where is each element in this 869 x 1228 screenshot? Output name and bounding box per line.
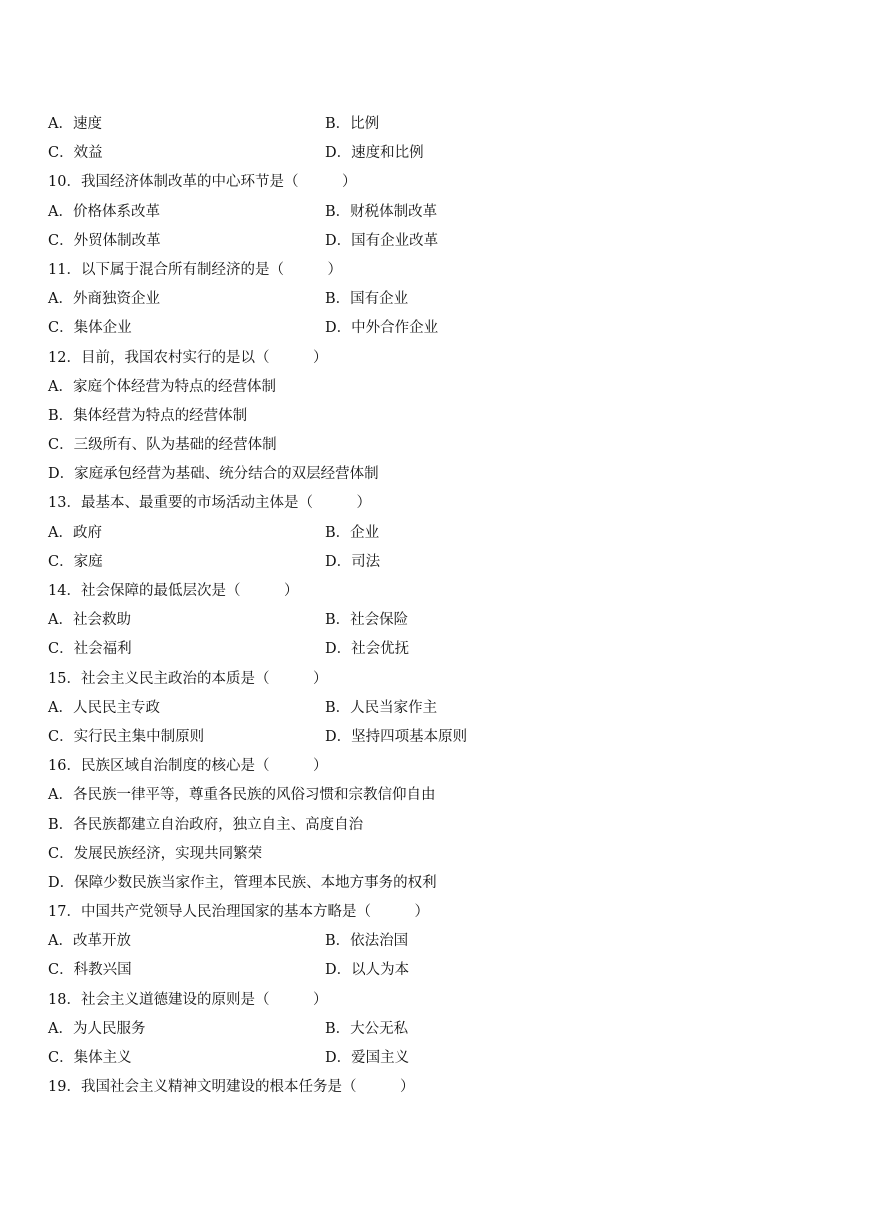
option-text: B．人民当家作主 xyxy=(325,699,438,716)
option-text: A．外商独资企业 xyxy=(48,291,160,308)
option-text: D．爱国主义 xyxy=(325,1050,410,1066)
option-text: D．中外合作企业 xyxy=(325,320,439,337)
question-stem xyxy=(48,344,828,373)
option-text: D．家庭承包经营为基础、统分结合的双层经营体制 xyxy=(48,466,379,483)
option-text: D．保障少数民族当家作主，管理本民族、本地方事务的权利 xyxy=(48,874,437,891)
option-row xyxy=(48,694,828,723)
question-stem xyxy=(48,168,828,197)
option-row xyxy=(48,198,828,227)
option-text: C．效益 xyxy=(48,145,103,162)
question-stem xyxy=(48,577,828,606)
option-row xyxy=(48,519,828,548)
option-row xyxy=(48,139,828,168)
option-text: C．实行民主集中制原则 xyxy=(48,728,205,745)
question-text: 11．以下属于混合所有制经济的是（ ） xyxy=(48,261,342,278)
question-stem xyxy=(48,665,828,694)
option-text: B．大公无私 xyxy=(325,1020,409,1037)
question-text: 19．我国社会主义精神文明建设的根本任务是（ ） xyxy=(48,1079,415,1096)
option-text: B．各民族都建立自治政府，独立自主、高度自治 xyxy=(48,816,364,833)
question-text: 15．社会主义民主政治的本质是（ ） xyxy=(48,670,328,687)
option-row xyxy=(48,110,828,139)
option-row xyxy=(48,781,828,810)
option-text: D．社会优抚 xyxy=(325,641,410,658)
option-row xyxy=(48,431,828,460)
option-row xyxy=(48,723,828,752)
option-row xyxy=(48,927,828,956)
option-row xyxy=(48,869,828,898)
option-row xyxy=(48,1015,828,1044)
option-text: A．为人民服务 xyxy=(48,1020,146,1037)
option-text: B．财税体制改革 xyxy=(325,203,438,220)
question-text: 16．民族区域自治制度的核心是（ ） xyxy=(48,758,328,775)
question-text: 10．我国经济体制改革的中心环节是（ ） xyxy=(48,174,357,191)
option-text: A．价格体系改革 xyxy=(48,203,160,220)
question-stem xyxy=(48,898,828,927)
question-text: 12．目前，我国农村实行的是以（ ） xyxy=(48,349,328,366)
option-text: D．司法 xyxy=(325,553,381,570)
option-row xyxy=(48,402,828,431)
option-text: C．外贸体制改革 xyxy=(48,232,161,249)
question-stem xyxy=(48,256,828,285)
option-row xyxy=(48,227,828,256)
option-row xyxy=(48,811,828,840)
option-row xyxy=(48,635,828,664)
option-row xyxy=(48,1044,828,1073)
option-text: C．三级所有、队为基础的经营体制 xyxy=(48,437,277,454)
option-text: C．集体主义 xyxy=(48,1050,132,1066)
option-row xyxy=(48,373,828,402)
option-text: A．家庭个体经营为特点的经营体制 xyxy=(48,378,276,395)
option-text: A．各民族一律平等，尊重各民族的风俗习惯和宗教信仰自由 xyxy=(48,787,436,804)
option-text: B．企业 xyxy=(325,524,380,541)
question-stem xyxy=(48,1073,828,1102)
option-text: B．比例 xyxy=(325,116,380,132)
question-list xyxy=(48,110,828,1102)
option-row xyxy=(48,956,828,985)
option-text: B．国有企业 xyxy=(325,291,409,308)
option-text: C．科教兴国 xyxy=(48,962,132,979)
option-text: D．以人为本 xyxy=(325,962,410,979)
option-row xyxy=(48,460,828,489)
option-text: A．速度 xyxy=(48,116,102,132)
option-text: C．社会福利 xyxy=(48,641,132,658)
option-row xyxy=(48,840,828,869)
option-row xyxy=(48,548,828,577)
option-text: D．国有企业改革 xyxy=(325,232,439,249)
option-row xyxy=(48,606,828,635)
question-text: 18．社会主义道德建设的原则是（ ） xyxy=(48,991,328,1008)
option-text: A．政府 xyxy=(48,524,102,541)
option-text: B．集体经营为特点的经营体制 xyxy=(48,407,248,424)
question-text: 14．社会保障的最低层次是（ ） xyxy=(48,583,299,599)
option-text: C．集体企业 xyxy=(48,320,132,337)
question-text: 17．中国共产党领导人民治理国家的基本方略是（ ） xyxy=(48,904,429,921)
option-text: D．坚持四项基本原则 xyxy=(325,728,468,745)
option-text: A．人民民主专政 xyxy=(48,699,160,716)
option-text: A．改革开放 xyxy=(48,933,131,950)
option-row xyxy=(48,314,828,343)
option-text: B．依法治国 xyxy=(325,933,409,950)
question-stem xyxy=(48,986,828,1015)
option-text: C．家庭 xyxy=(48,553,103,570)
option-text: D．速度和比例 xyxy=(325,145,424,162)
option-text: A．社会救助 xyxy=(48,612,131,629)
question-stem xyxy=(48,752,828,781)
question-stem xyxy=(48,489,828,518)
option-row xyxy=(48,285,828,314)
question-text: 13．最基本、最重要的市场活动主体是（ ） xyxy=(48,495,371,512)
option-text: C．发展民族经济，实现共同繁荣 xyxy=(48,845,263,862)
option-text: B．社会保险 xyxy=(325,612,409,629)
